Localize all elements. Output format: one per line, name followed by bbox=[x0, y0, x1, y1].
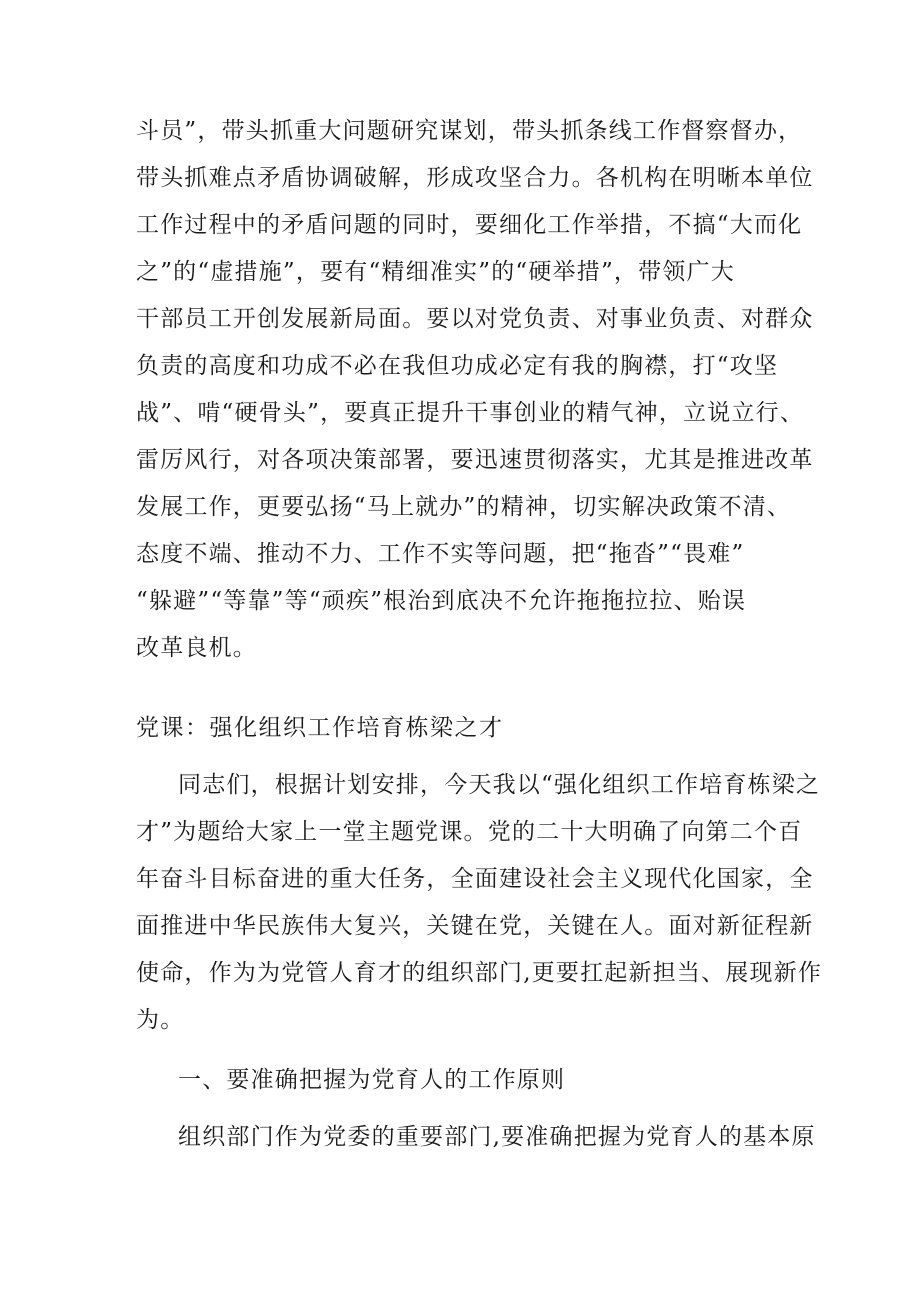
paragraph-1-line: “躲避”“等靠”等“顽疾”根治到底决不允许拖拖拉拉、贻误 bbox=[136, 588, 747, 614]
paragraph-1-line: 干部员工开创发展新局面。要以对党负责、对事业负责、对群众 bbox=[136, 306, 814, 332]
paragraph-2-line: 使命，作为为党管人育才的组织部门,更要扛起新担当、展现新作 bbox=[136, 960, 823, 986]
lecture-title: 党课：强化组织工作培育栋梁之才 bbox=[136, 715, 504, 741]
paragraph-3-line: 组织部门作为党委的重要部门,要准确把握为党育人的基本原 bbox=[178, 1124, 816, 1150]
paragraph-2-line: 面推进中华民族伟大复兴，关键在党，关键在人。面对新征程新 bbox=[136, 913, 814, 939]
paragraph-1-line: 负责的高度和功成不必在我但功成必定有我的胸襟，打“攻坚 bbox=[136, 353, 779, 379]
paragraph-2-line: 才”为题给大家上一堂主题党课。党的二十大明确了向第二个百 bbox=[136, 819, 803, 845]
paragraph-1-line: 改革良机。 bbox=[136, 635, 257, 661]
paragraph-2-line: 年奋斗目标奋进的重大任务，全面建设社会主义现代化国家，全 bbox=[136, 866, 814, 892]
paragraph-1-line: 态度不端、推动不力、工作不实等问题，把“拖沓”“畏难” bbox=[136, 541, 745, 567]
section-1-title: 一、要准确把握为党育人的工作原则 bbox=[178, 1067, 566, 1093]
paragraph-2-line: 同志们，根据计划安排，今天我以“强化组织工作培育栋梁之 bbox=[178, 772, 821, 798]
paragraph-1-line: 带头抓难点矛盾协调破解，形成攻坚合力。各机构在明晰本单位 bbox=[136, 165, 814, 191]
paragraph-1-line: 雷厉风行，对各项决策部署，要迅速贯彻落实，尤其是推进改革 bbox=[136, 447, 814, 473]
paragraph-1-line: 之”的“虚措施”，要有“精细准实”的“硬举措”，带领广大 bbox=[136, 259, 735, 285]
paragraph-2-line: 为。 bbox=[136, 1007, 185, 1033]
paragraph-1-line: 战”、啃“硬骨头”，要真正提升干事创业的精气神，立说立行、 bbox=[136, 400, 805, 426]
paragraph-1-line: 斗员”，带头抓重大问题研究谋划，带头抓条线工作督察督办， bbox=[136, 118, 803, 144]
paragraph-1-line: 工作过程中的矛盾问题的同时，要细化工作举措，不搞“大而化 bbox=[136, 212, 803, 238]
paragraph-1-line: 发展工作，更要弘扬“马上就办”的精神，切实解决政策不清、 bbox=[136, 494, 792, 520]
